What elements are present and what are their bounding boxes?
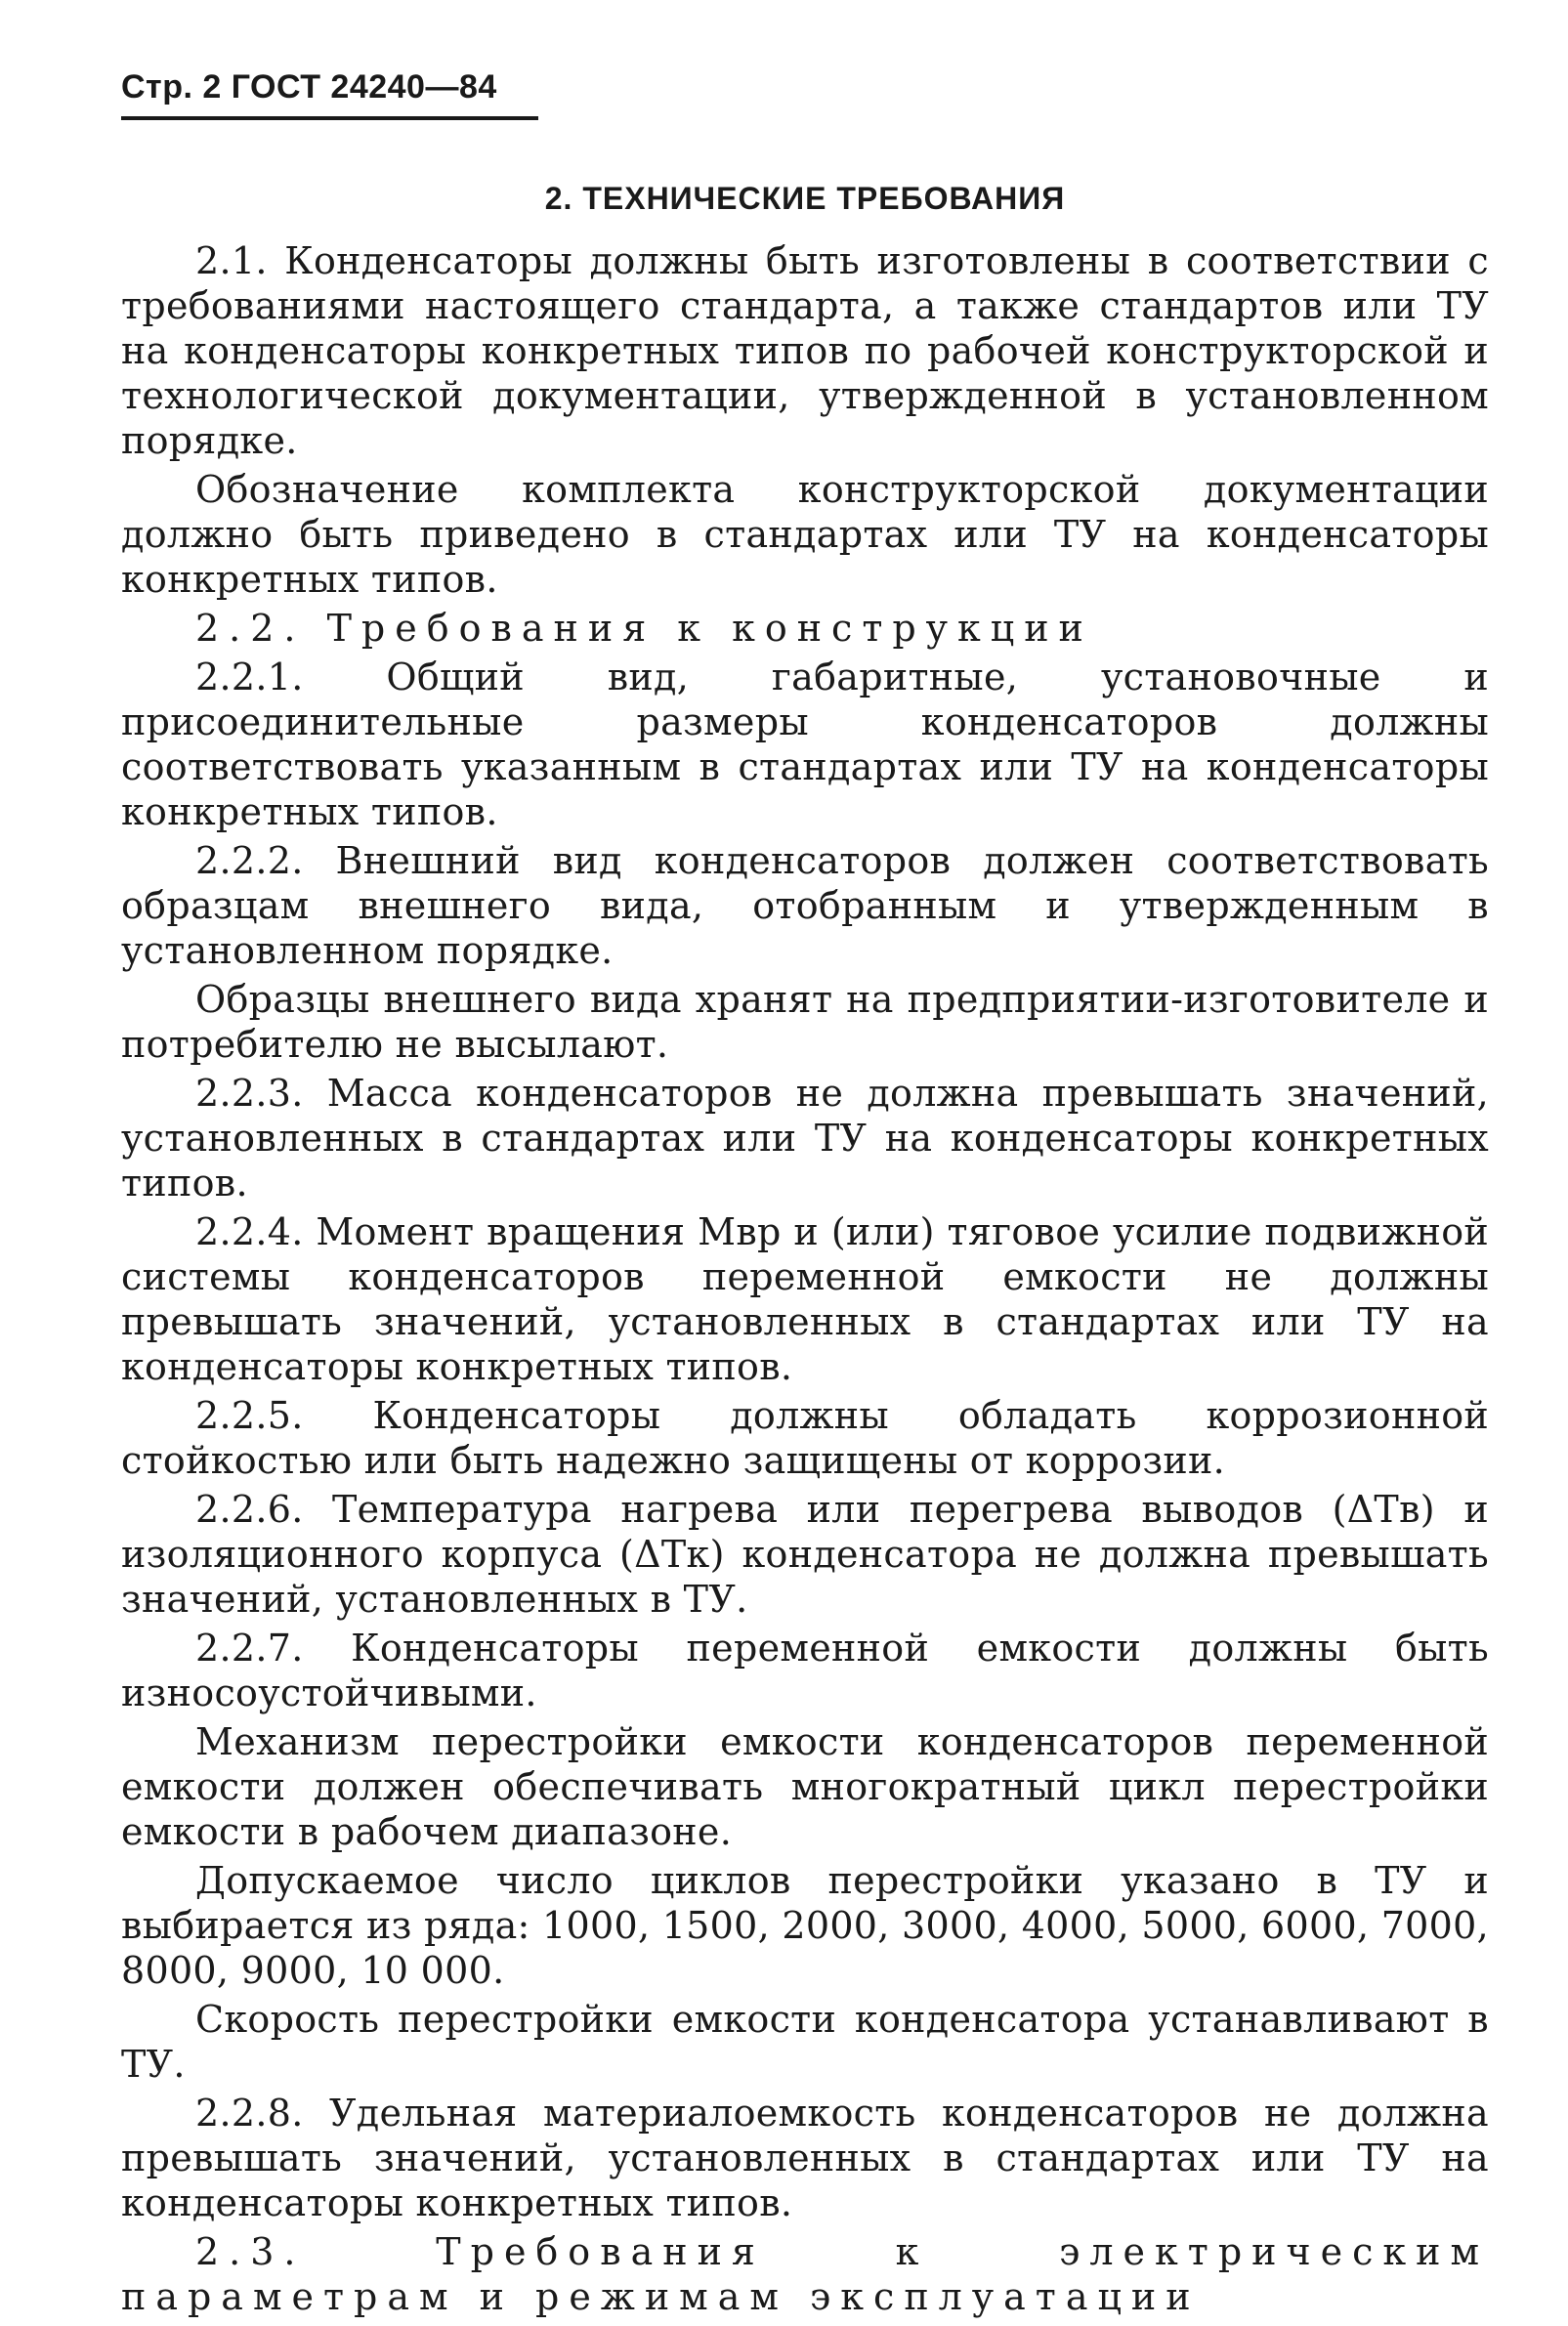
paragraph-2-1: 2.1. Конденсаторы должны быть изготовлены в соответствии с требованиями настоящего стандарта, а также стандартов или ТУ на конденсаторы конкретных типов по рабочей конструкторской и технологической документации, утвержденной в установленном порядке. [121,239,1489,462]
subsection-2-2-heading: 2.2. Требования к конструкции [195,607,1093,650]
paragraph-designation: Обозначение комплекта конструкторской документации должно быть приведено в стандартах или ТУ на конденсаторы конкретных типов. [121,468,1489,601]
paragraph-2-2-7: 2.2.7. Конденсаторы переменной емкости должны быть износоустойчивыми. [121,1627,1489,1714]
document-page [121,68,1489,2323]
paragraph-2-2-5: 2.2.5. Конденсаторы должны обладать коррозионной стойкостью или быть надежно защищены от коррозии. [121,1394,1489,1482]
paragraph-2-2-6: 2.2.6. Температура нагрева или перегрева выводов (ΔTв) и изоляционного корпуса (ΔTк) конденсатора не должна превышать значений, установленных в ТУ. [121,1488,1489,1621]
paragraph-2-2-1: 2.2.1. Общий вид, габаритные, установочные и присоединительные размеры конденсаторов должны соответствовать указанным в стандартах или ТУ на конденсаторы конкретных типов. [121,656,1489,833]
subsection-2-3-heading: 2.3. Требования к электрическим параметрам и режимам эксплуатации [121,2230,1489,2318]
paragraph-mechanism: Механизм перестройки емкости конденсаторов переменной емкости должен обеспечивать многократный цикл перестройки емкости в рабочем диапазоне. [121,1720,1489,1853]
paragraph-2-2-2: 2.2.2. Внешний вид конденсаторов должен соответствовать образцам внешнего вида, отобранным и утвержденным в установленном порядке. [121,839,1489,972]
paragraph-cycles: Допускаемое число циклов перестройки указано в ТУ и выбирается из ряда: 1000, 1500, 2000, 3000, 4000, 5000, 6000, 7000, 8000, 9000, 10 000. [121,1859,1489,1992]
paragraph-2-2-8: 2.2.8. Удельная материалоемкость конденсаторов не должна превышать значений, установленных в стандартах или ТУ на конденсаторы конкретных типов. [121,2092,1489,2224]
paragraph-samples: Образцы внешнего вида хранят на предприятии-изготовителе и потребителю не высылают. [121,978,1489,1066]
paragraph-2-2-3: 2.2.3. Масса конденсаторов не должна превышать значений, установленных в стандартах или ТУ на конденсаторы конкретных типов. [121,1072,1489,1205]
page-header: Стр. 2 ГОСТ 24240—84 [121,68,538,120]
paragraph-speed: Скорость перестройки емкости конденсатора устанавливают в ТУ. [121,1998,1489,2086]
paragraph-2-2-4: 2.2.4. Момент вращения Mвр и (или) тяговое усилие подвижной системы конденсаторов переменной емкости не должны превышать значений, установленных в стандартах или ТУ на конденсаторы конкретных типов. [121,1210,1489,1388]
section-title: 2. ТЕХНИЧЕСКИЕ ТРЕБОВАНИЯ [544,181,1066,216]
